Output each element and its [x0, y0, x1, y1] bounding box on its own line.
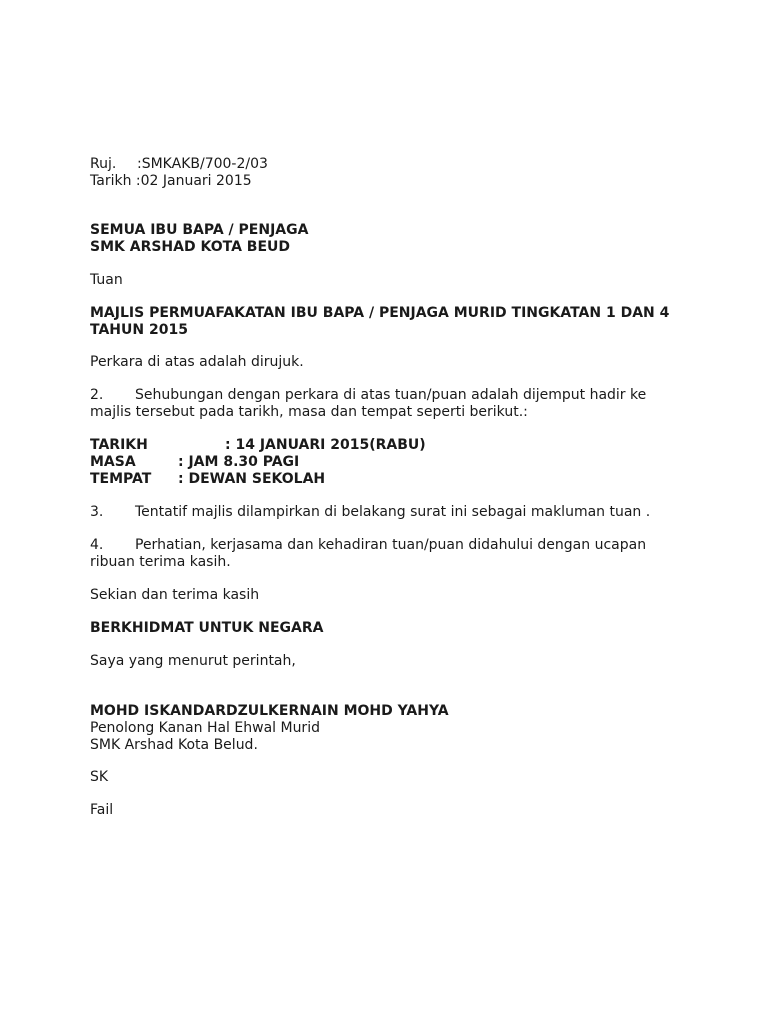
date-line [90, 173, 252, 190]
subject-line-1: MAJLIS PERMUAFAKATAN IBU BAPA / PENJAGA MURID TINGKATAN 1 DAN 4 [90, 305, 670, 321]
detail-place [90, 471, 325, 488]
recipient-line-2: SMK ARSHAD KOTA BEUD [90, 239, 290, 255]
closing-thanks: Sekian dan terima kasih [90, 587, 260, 603]
signatory-title: Penolong Kanan Hal Ehwal Murid [90, 720, 320, 736]
paragraph-2-line-1 [90, 387, 646, 404]
detail-time-value: : JAM 8.30 PAGI [178, 454, 300, 470]
detail-time [90, 454, 299, 471]
closing-motto: BERKHIDMAT UNTUK NEGARA [90, 620, 324, 636]
subject-line-2: TAHUN 2015 [90, 322, 188, 338]
closing-saya: Saya yang menurut perintah, [90, 653, 296, 669]
detail-place-label: TEMPAT [90, 471, 152, 487]
paragraph-4-number: 4. [90, 537, 104, 553]
paragraph-3-number: 3. [90, 504, 104, 520]
paragraph-4-text: Perhatian, kerjasama dan kehadiran tuan/puan didahului dengan ucapan [135, 537, 647, 553]
detail-date [90, 437, 426, 454]
ruj-value: :SMKAKB/700-2/03 [137, 156, 268, 172]
paragraph-4-line-2: ribuan terima kasih. [90, 554, 231, 570]
cc-fail: Fail [90, 802, 114, 818]
paragraph-3 [90, 504, 650, 521]
paragraph-2-text: Sehubungan dengan perkara di atas tuan/puan adalah dijemput hadir ke [135, 387, 647, 403]
detail-place-value: : DEWAN SEKOLAH [178, 471, 326, 487]
paragraph-3-text: Tentatif majlis dilampirkan di belakang surat ini sebagai makluman tuan . [135, 504, 651, 520]
detail-time-label: MASA [90, 454, 136, 470]
cc-sk: SK [90, 769, 109, 785]
reference-line [90, 156, 268, 173]
paragraph-4-line-1 [90, 537, 646, 554]
tarikh-label: Tarikh [90, 173, 132, 189]
recipient-line-1: SEMUA IBU BAPA / PENJAGA [90, 222, 309, 238]
ruj-label: Ruj. [90, 156, 117, 172]
paragraph-2-number: 2. [90, 387, 104, 403]
paragraph-1: Perkara di atas adalah dirujuk. [90, 354, 304, 370]
signatory-name: MOHD ISKANDARDZULKERNAIN MOHD YAHYA [90, 703, 449, 719]
signatory-school: SMK Arshad Kota Belud. [90, 737, 258, 753]
detail-date-value: : 14 JANUARI 2015(RABU) [225, 437, 426, 453]
paragraph-2-line-2: majlis tersebut pada tarikh, masa dan tempat seperti berikut.: [90, 404, 528, 420]
tarikh-value: :02 Januari 2015 [135, 173, 252, 189]
detail-date-label: TARIKH [90, 437, 148, 453]
salutation: Tuan [90, 272, 123, 288]
